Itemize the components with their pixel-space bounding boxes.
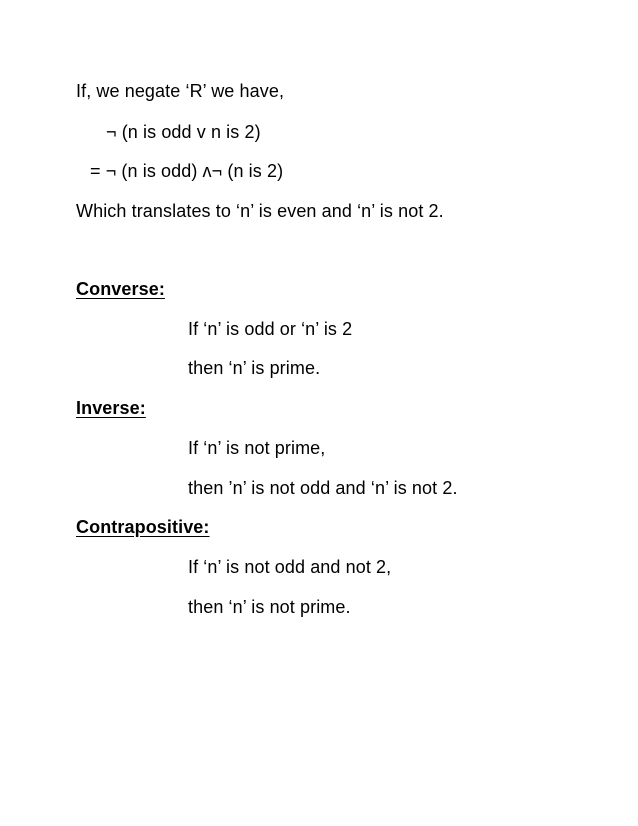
converse-line-2: then ‘n’ is prime. [188, 358, 321, 378]
contrapositive-line-2: then ‘n’ is not prime. [188, 597, 351, 617]
contrapositive-heading: Contrapositive: [76, 517, 210, 537]
converse-heading: Converse: [76, 279, 165, 299]
contrapositive-line-1: If ‘n’ is not odd and not 2, [188, 557, 392, 577]
converse-line-1: If ‘n’ is odd or ‘n’ is 2 [188, 319, 353, 339]
inverse-line-1: If ‘n’ is not prime, [188, 438, 326, 458]
negation-intro: If, we negate ‘R’ we have, [76, 81, 285, 101]
negation-expression-2: = ¬ (n is odd) ʌ¬ (n is 2) [90, 161, 284, 181]
negation-translation: Which translates to ‘n’ is even and ‘n’ is not 2. [76, 201, 444, 221]
inverse-line-2: then ’n’ is not odd and ‘n’ is not 2. [188, 478, 458, 498]
inverse-heading: Inverse: [76, 398, 146, 418]
negation-expression-1: ¬ (n is odd v n is 2) [106, 122, 261, 142]
